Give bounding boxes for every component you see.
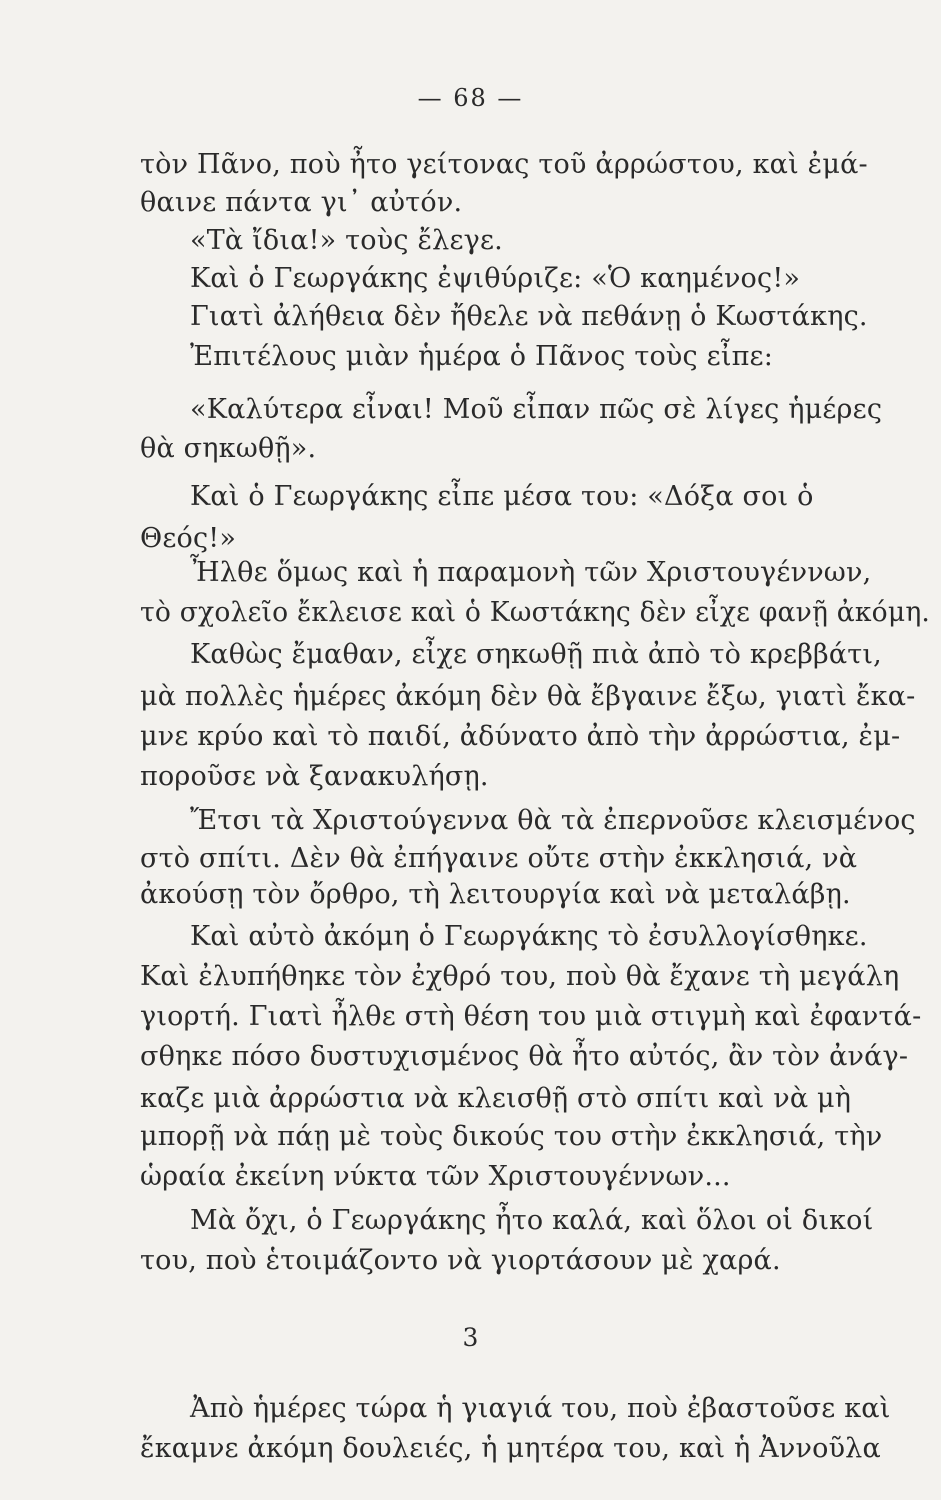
text-line: γιορτή. Γιατὶ ἦλθε στὴ θέση του μιὰ στιγμὴ καὶ ἐφαντά- [140, 1001, 922, 1032]
text-line: σθηκε πόσο δυστυχισμένος θὰ ἦτο αὐτός, ἂν τὸν ἀνάγ- [140, 1041, 909, 1072]
text-line: Ἔτσι τὰ Χριστούγεννα θὰ τὰ ἐπερνοῦσε κλεισμένος [190, 805, 916, 836]
text-line: Θεός!» [140, 523, 237, 554]
text-line: Καὶ ὁ Γεωργάκης ἐψιθύριζε: «Ὁ καημένος!» [190, 263, 801, 294]
text-line: Γιατὶ ἀλήθεια δὲν ἤθελε νὰ πεθάνῃ ὁ Κωστάκης. [190, 301, 868, 332]
text-line: καζε μιὰ ἀρρώστια νὰ κλεισθῇ στὸ σπίτι καὶ νὰ μὴ [140, 1083, 852, 1114]
text-line: ἀκούσῃ τὸν ὄρθρο, τὴ λειτουργία καὶ νὰ μεταλάβῃ. [140, 879, 851, 910]
text-line: μπορῇ νὰ πάῃ μὲ τοὺς δικούς του στὴν ἐκκλησιά, τὴν [140, 1121, 883, 1152]
text-line: ποροῦσε νὰ ξανακυλήσῃ. [140, 761, 489, 792]
text-line: ἔκαμνε ἀκόμη δουλειές, ἡ μητέρα του, καὶ ἡ Ἀννοῦλα [140, 1433, 881, 1464]
text-line: Ἦλθε ὅμως καὶ ἡ παραμονὴ τῶν Χριστουγέννων, [190, 557, 872, 588]
text-line: θαινε πάντα γι᾿ αὐτόν. [140, 187, 463, 218]
text-line: τὸν Πᾶνο, ποὺ ἦτο γείτονας τοῦ ἀρρώστου, καὶ ἐμά- [140, 149, 868, 180]
page-number: — 68 — [417, 84, 524, 112]
text-line: Καθὼς ἔμαθαν, εἶχε σηκωθῇ πιὰ ἀπὸ τὸ κρεββάτι, [190, 639, 882, 670]
text-line: Καὶ ὁ Γεωργάκης εἶπε μέσα του: «Δόξα σοι ὁ [190, 481, 814, 512]
section-number: 3 [462, 1323, 479, 1352]
text-line: ὡραία ἐκείνη νύκτα τῶν Χριστουγέννων... [140, 1161, 731, 1192]
text-line: Ἐπιτέλους μιὰν ἡμέρα ὁ Πᾶνος τοὺς εἶπε: [190, 341, 774, 372]
text-line: «Τὰ ἴδια!» τοὺς ἔλεγε. [190, 225, 503, 256]
text-line: «Καλύτερα εἶναι! Μοῦ εἶπαν πῶς σὲ λίγες ἡμέρες [190, 394, 883, 425]
text-line: μὰ πολλὲς ἡμέρες ἀκόμη δὲν θὰ ἔβγαινε ἔξω, γιατὶ ἔκα- [140, 681, 916, 712]
text-line: Καὶ ἐλυπήθηκε τὸν ἐχθρό του, ποὺ θὰ ἔχανε τὴ μεγάλη [140, 961, 900, 992]
text-line: Καὶ αὐτὸ ἀκόμη ὁ Γεωργάκης τὸ ἐσυλλογίσθηκε. [190, 921, 868, 952]
text-line: στὸ σπίτι. Δὲν θὰ ἐπήγαινε οὔτε στὴν ἐκκλησιά, νὰ [140, 843, 858, 874]
text-line: Ἀπὸ ἡμέρες τώρα ἡ γιαγιά του, ποὺ ἐβαστοῦσε καὶ [190, 1393, 891, 1424]
text-line: μνε κρύο καὶ τὸ παιδί, ἀδύνατο ἀπὸ τὴν ἀρρώστια, ἐμ- [140, 721, 901, 752]
text-line: θὰ σηκωθῇ». [140, 433, 317, 464]
text-line: Μὰ ὄχι, ὁ Γεωργάκης ἦτο καλά, καὶ ὅλοι οἱ δικοί [190, 1205, 874, 1236]
text-line: τὸ σχολεῖο ἔκλεισε καὶ ὁ Κωστάκης δὲν εἶχε φανῇ ἀκόμη. [140, 597, 931, 628]
text-line: του, ποὺ ἑτοιμάζοντο νὰ γιορτάσουν μὲ χαρά. [140, 1245, 781, 1276]
